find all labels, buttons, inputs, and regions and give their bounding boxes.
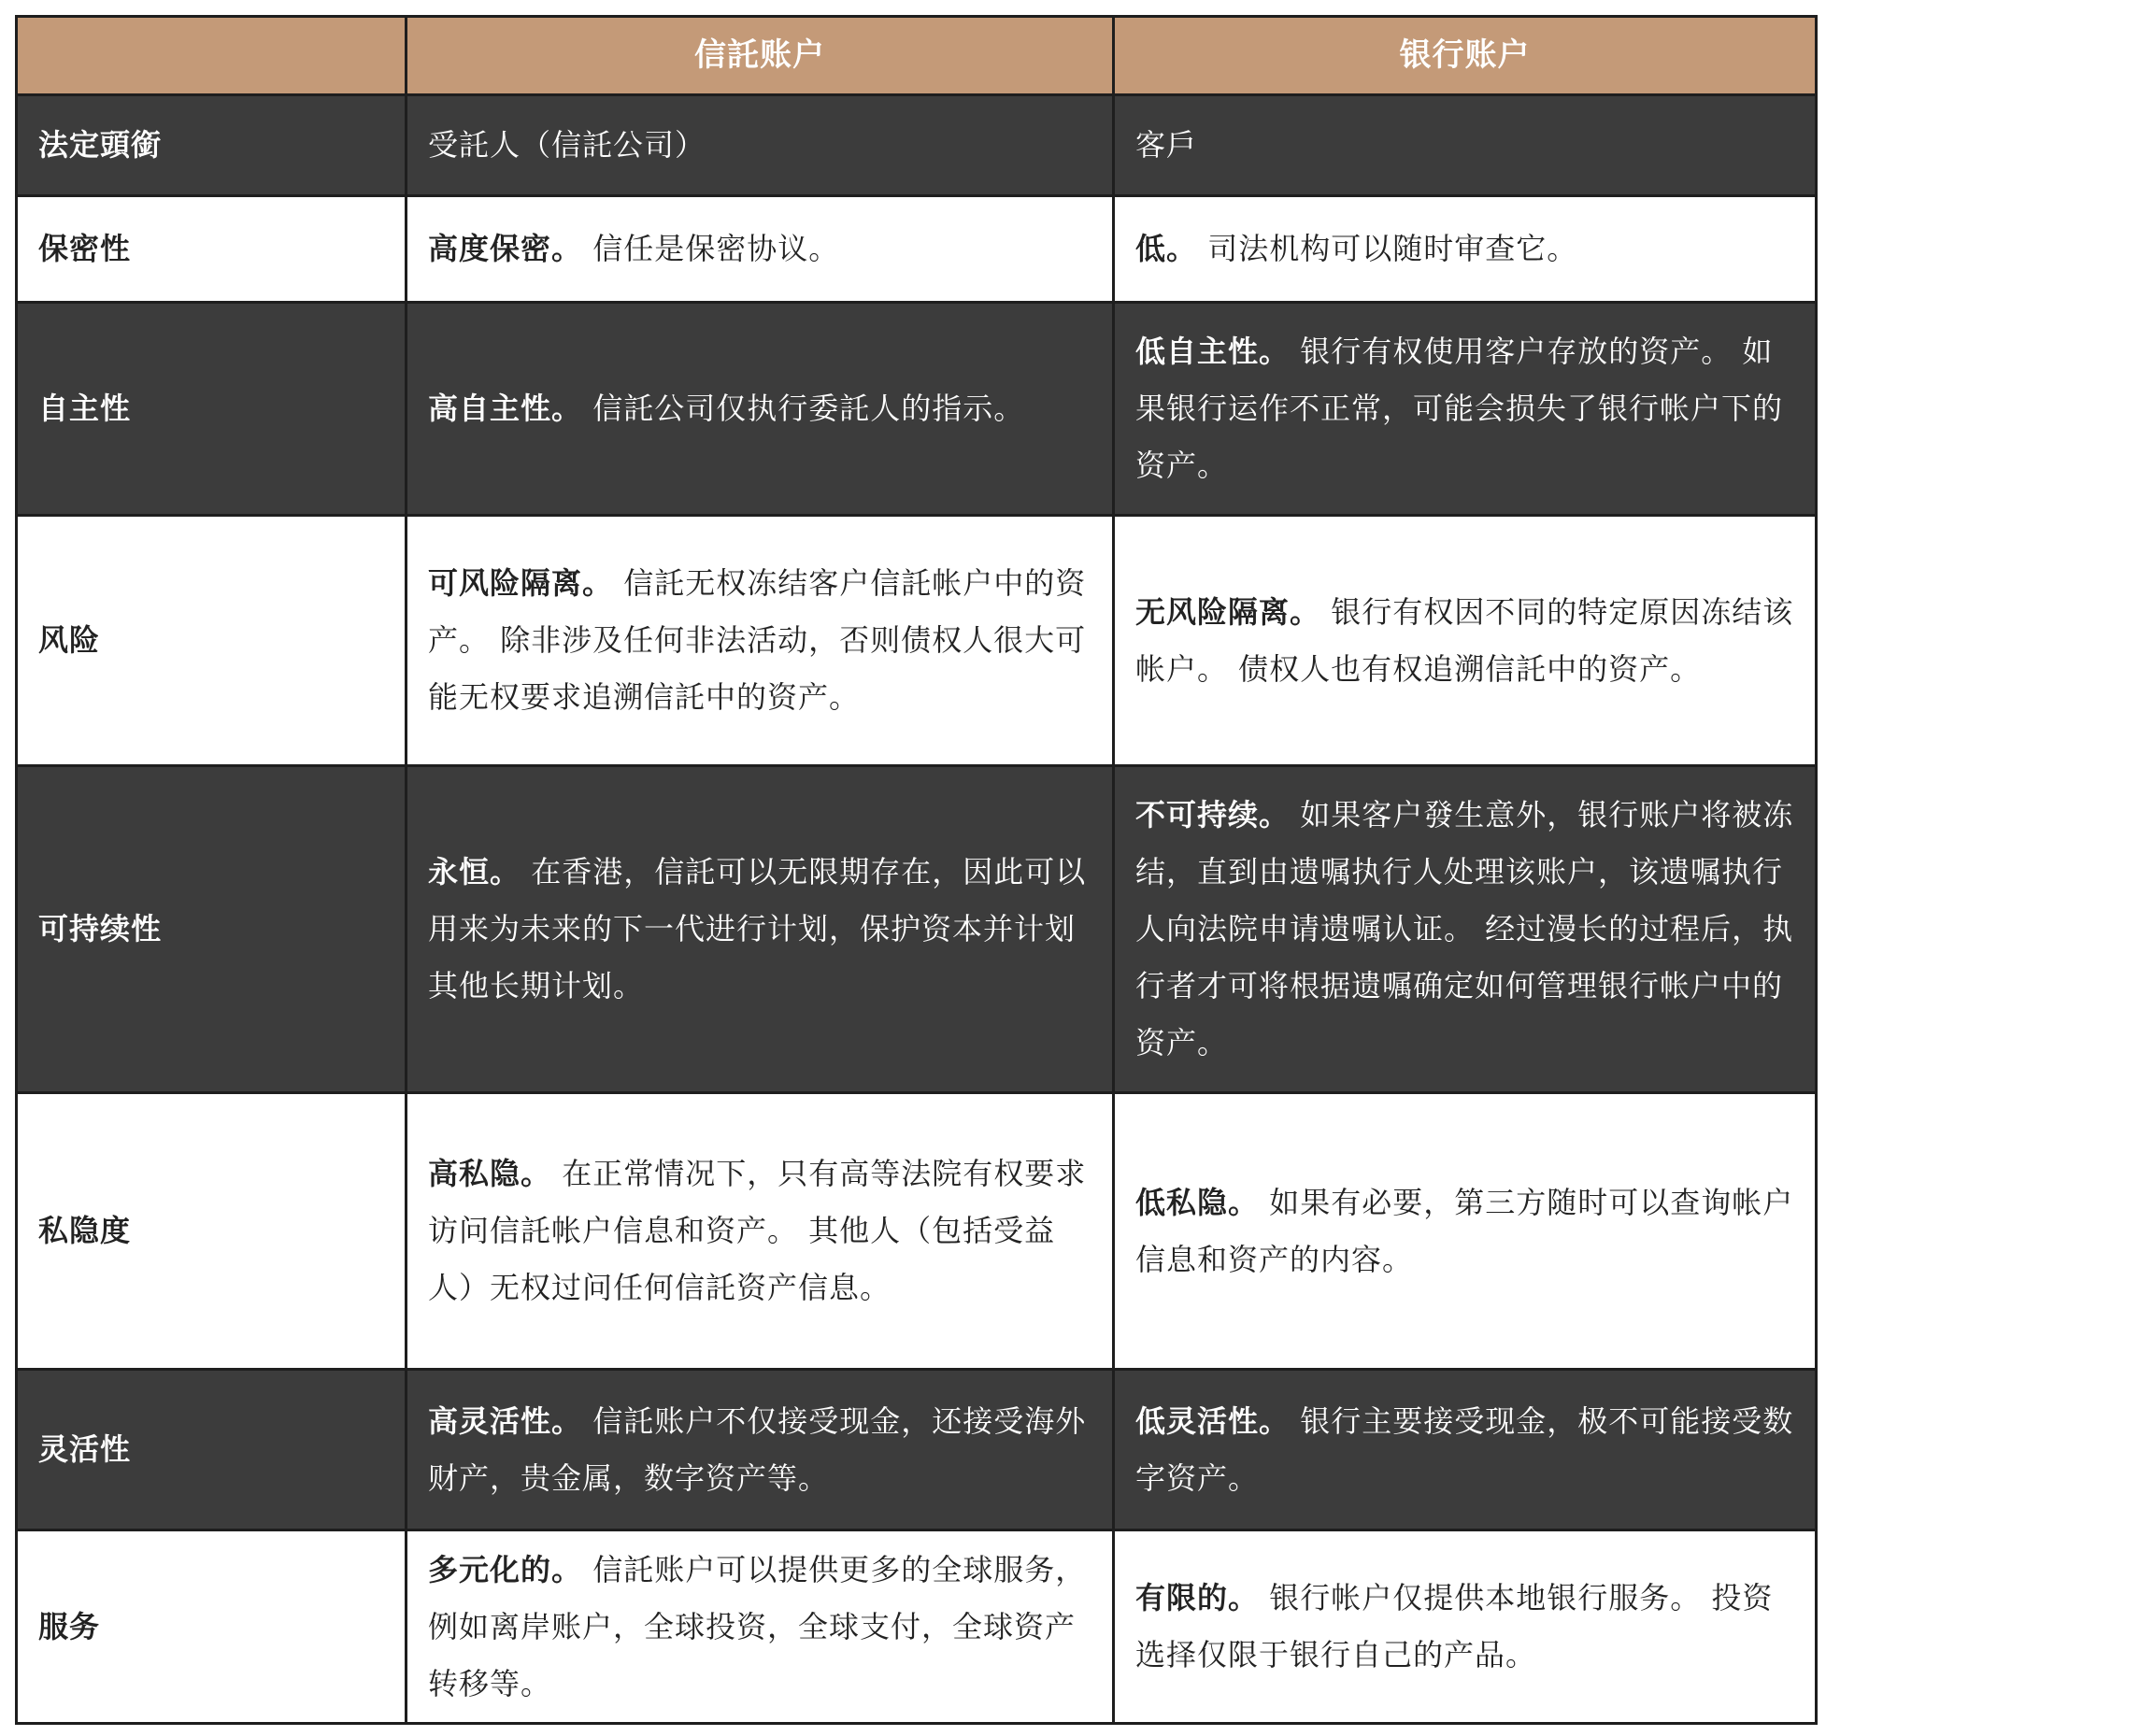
table-row: [17, 516, 1817, 766]
trust-cell-text: 信託公司仅执行委託人的指示。: [582, 391, 1025, 426]
trust-cell: [407, 766, 1114, 1093]
trust-cell-text: 在香港，信託可以无限期存在，因此可以用来为未来的下一代进行计划，保护资本并计划其他长期计划。: [428, 854, 1087, 1003]
bank-cell-text: 如果有必要，第三方随时可以查询帐户信息和资产的内容。: [1135, 1184, 1794, 1277]
bank-cell: [1114, 1093, 1817, 1370]
bank-cell: [1114, 766, 1817, 1093]
bank-cell-text: 银行帐户仅提供本地银行服务。 投资选择仅限于银行自己的产品。: [1135, 1580, 1774, 1672]
row-label: 私隐度: [17, 1093, 407, 1370]
bank-cell: [1114, 95, 1817, 196]
bank-cell-emphasis: 低。: [1135, 231, 1198, 266]
row-label: 风险: [17, 516, 407, 766]
bank-cell-emphasis: 低灵活性。: [1135, 1402, 1291, 1439]
trust-cell-emphasis: 可风险隔离。: [428, 565, 614, 601]
header-corner-cell: [17, 17, 407, 95]
trust-cell-text: 信託账户不仅接受现金，还接受海外财产，贵金属，数字资产等。: [428, 1402, 1087, 1496]
table-row: [17, 196, 1817, 303]
row-label: 法定頭銜: [17, 95, 407, 196]
bank-cell-text: 银行有权使用客户存放的资产。 如果银行运作不正常，可能会损失了银行帐户下的资产。: [1135, 334, 1784, 483]
bank-cell-text: 客戶: [1135, 127, 1198, 163]
trust-cell-emphasis: 永恒。: [428, 854, 521, 889]
trust-cell-emphasis: 多元化的。: [428, 1551, 583, 1587]
trust-cell-text: 信任是保密协议。: [582, 231, 840, 266]
bank-cell-text: 银行主要接受现金，极不可能接受数字资产。: [1135, 1402, 1794, 1496]
header-bank-account: 银行账户: [1114, 17, 1817, 95]
comparison-table: [15, 15, 1818, 1725]
table-row: [17, 766, 1817, 1093]
table-row: [17, 303, 1817, 516]
trust-cell-emphasis: 高灵活性。: [428, 1402, 583, 1439]
bank-cell: [1114, 196, 1817, 303]
bank-cell-text: 司法机构可以随时审查它。: [1197, 231, 1578, 266]
row-label: 保密性: [17, 196, 407, 303]
trust-cell: [407, 516, 1114, 766]
trust-cell-emphasis: 高自主性。: [428, 391, 583, 426]
trust-cell-text: 在正常情况下，只有高等法院有权要求访问信託帐户信息和资产。 其他人（包括受益人）无权过问任何信託资产信息。: [428, 1156, 1087, 1305]
bank-cell-text: 如果客户發生意外，银行账户将被冻结，直到由遗嘱执行人处理该账户，该遗嘱执行人向法院申请遗嘱认证。 经过漫长的过程后，执行者才可将根据遗嘱确定如何管理银行帐户中的资产。: [1135, 797, 1794, 1060]
trust-cell-emphasis: 高私隐。: [428, 1156, 552, 1191]
bank-cell: [1114, 1530, 1817, 1724]
trust-cell-text: 受託人（信託公司）: [428, 127, 706, 163]
bank-cell-emphasis: 无风险隔离。: [1135, 593, 1321, 630]
trust-cell-text: 信託无权冻结客户信託帐户中的资产。 除非涉及任何非法活动，否则债权人很大可能无权要求追溯信託中的资产。: [428, 565, 1087, 715]
row-label: 服务: [17, 1530, 407, 1724]
header-trust-account: 信託账户: [407, 17, 1114, 95]
table-row: [17, 1093, 1817, 1370]
bank-cell-emphasis: 不可持续。: [1135, 797, 1291, 832]
table-row: [17, 1530, 1817, 1724]
trust-cell-text: 信託账户可以提供更多的全球服务，例如离岸账户，全球投资，全球支付，全球资产转移等。: [428, 1551, 1087, 1701]
trust-cell: [407, 95, 1114, 196]
row-label: 自主性: [17, 303, 407, 516]
trust-cell: [407, 303, 1114, 516]
trust-cell: [407, 196, 1114, 303]
trust-cell-emphasis: 高度保密。: [428, 231, 583, 266]
header-row: [17, 17, 1817, 95]
trust-cell: [407, 1530, 1114, 1724]
bank-cell-emphasis: 低私隐。: [1135, 1184, 1260, 1220]
table-row: [17, 95, 1817, 196]
table-row: [17, 1370, 1817, 1530]
bank-cell-text: 银行有权因不同的特定原因冻结该帐户。 债权人也有权追溯信託中的资产。: [1135, 593, 1794, 687]
trust-cell: [407, 1093, 1114, 1370]
bank-cell: [1114, 1370, 1817, 1530]
row-label: 灵活性: [17, 1370, 407, 1530]
trust-cell: [407, 1370, 1114, 1530]
bank-cell: [1114, 516, 1817, 766]
bank-cell-emphasis: 有限的。: [1135, 1580, 1260, 1615]
row-label: 可持续性: [17, 766, 407, 1093]
bank-cell: [1114, 303, 1817, 516]
bank-cell-emphasis: 低自主性。: [1135, 334, 1291, 369]
